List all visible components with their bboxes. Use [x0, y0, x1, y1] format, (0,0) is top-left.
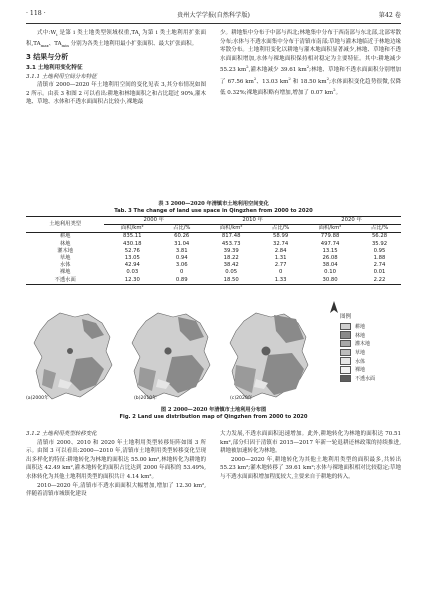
table-cell: 1.31: [274, 255, 287, 262]
table-cell: 58.99: [273, 233, 289, 240]
table-cell: 13.15: [322, 247, 338, 254]
table-row: [26, 277, 401, 285]
table-row: [26, 262, 401, 269]
table-cell: 3.06: [175, 262, 188, 269]
table-cell-type: 耕地: [59, 233, 71, 240]
paragraph-land-use-change: 少。耕地集中分布于中部与西北;林地集中分布于西南部与东北部,北部零散分布;水体与不透水面集中分布于清镇市南部;草地与灌木地临近于林地边缘零散分布。土地利用变化以耕地与灌木地面积显著减少,林地、草地和不透水面面积增加,水体与裸地面积保持相对稳定为主要特征。其中:耕地减少 55.23 $km^2$,灌木地减少 39.61 $km^2$;林地、草地和不透水面面积分别增加了 67.56 $km^2$、13.03 $km^2$ 和 18.50 $km^2$;水体面积变化趋势很微,仅降低 0.32%;裸地面积略有增加,增加了 0.07 $km^2$。: [220, 30, 402, 97]
table-cell: 0.94: [175, 255, 188, 262]
table-cell: 1.33: [274, 276, 287, 283]
table-cell: 12.30: [124, 276, 140, 283]
legend-swatch: [340, 340, 351, 348]
table-cell: 817.48: [221, 233, 241, 240]
table-header-type: 土地利用类型: [26, 217, 104, 233]
land-use-table: [26, 216, 401, 285]
page-number: · 118 ·: [26, 10, 46, 17]
header-rule: [26, 23, 401, 24]
table-cell: 0.95: [373, 247, 386, 254]
formula-explanation: 式中$:W_i$ 是第 i 类土地类型领域权重$,TA_i$ 为第 i 类土地利用扩张面积$,TA_{max}$、$TA_{min}$ 分别为各类土地利用最小扩张面积、最大扩张面积。: [26, 30, 206, 48]
table-subheader: 占比/%: [160, 225, 203, 233]
table-cell: 39.39: [223, 247, 239, 254]
table-cell: 0.89: [175, 276, 188, 283]
table-cell: 2.74: [373, 262, 386, 269]
legend-title: 图例: [340, 314, 352, 320]
figure-caption-en: Fig. 2 Land use distribution map of Qingzhen from 2000 to 2020: [119, 414, 308, 420]
table-cell: 2.22: [373, 276, 386, 283]
table-cell: 2.84: [274, 247, 287, 254]
legend-item: [340, 357, 404, 366]
map-2020: [226, 309, 311, 403]
table-row: [26, 233, 401, 241]
section-3-heading: 3 结果与分析: [26, 53, 69, 62]
map-label-2010: (b)2010年: [134, 396, 157, 401]
legend-item: [340, 322, 404, 331]
table-subheader: 面积/km²: [104, 225, 160, 233]
table-cell-type: 水体: [59, 262, 71, 269]
legend-label: 不透水面: [355, 375, 376, 382]
section-3-1-2-heading: 3.1.2 土地利用类型转移变化: [26, 431, 97, 437]
page-header: [26, 8, 401, 22]
table-header-year: 2020 年: [302, 217, 401, 225]
right-column-bottom: [220, 430, 401, 482]
table-cell: 18.22: [223, 255, 239, 262]
table-subheader: 占比/%: [259, 225, 302, 233]
paragraph-impervious-growth: 大力发展,不透水面面积迅速增加。此外,耕地转化为林地的面积达 70.51 km²,部分归因于清镇市 2015—2017 年新一轮退耕还林政策的持续推进,耕地被加速转化为林地。: [220, 431, 401, 455]
section-3-1-1-heading: 3.1.1 土地利用空间分布特征: [26, 73, 97, 80]
table-cell: 0.10: [324, 269, 336, 276]
table-row: [26, 241, 401, 248]
map-label-2020: (c)2020年: [230, 396, 253, 401]
paragraph-transfer-matrix: 清镇市 2000、2010 和 2020 年土地利用类型转移矩阵如图 3 所示。由图 3 可以看出:2000—2010 年,清镇市土地利用类型转移变化呈现出多样化的特征:耕地转化为林地的面积达 55.00 km²,林地转化为耕地的面积达 42.49 km²,灌木地转化的面积占比达到 2000 年面积的 53.49%,水体转化为其他土地利用类型的面积共计 4.14 km²。: [26, 439, 206, 480]
table-subheader: 面积/km²: [302, 225, 358, 233]
table-cell: 0.03: [126, 269, 139, 276]
table-cell: 35.92: [371, 240, 388, 247]
section-3-1-heading: 3.1 土地利用变化特征: [26, 64, 83, 71]
north-arrow-icon: [330, 300, 338, 314]
map-2000-image: [30, 309, 115, 403]
right-column-top: [220, 29, 401, 98]
legend-swatch: [340, 375, 351, 383]
table-cell-type: 不透水面: [54, 276, 76, 283]
table-cell: 42.94: [124, 262, 140, 269]
table-cell: 2.77: [274, 262, 287, 269]
table-cell: 13.05: [124, 255, 140, 262]
table-cell: 32.74: [273, 240, 289, 247]
table-subheader: 面积/km²: [203, 225, 259, 233]
table-cell: 60.26: [174, 233, 190, 240]
legend-swatch: [340, 323, 351, 331]
table-cell: 38.42: [223, 262, 239, 269]
table-cell-type: 林地: [59, 240, 71, 247]
legend-item: [340, 339, 404, 348]
legend-item: [340, 331, 404, 340]
table-cell-type: 裸地: [59, 269, 71, 276]
table-cell: 31.04: [174, 240, 190, 247]
legend-item: [340, 348, 404, 357]
table-cell: 453.73: [221, 240, 241, 247]
legend-item: [340, 365, 404, 374]
table-cell: 497.74: [320, 240, 340, 247]
map-2000: [26, 309, 115, 403]
volume-label: 第42 卷: [378, 12, 401, 19]
table-cell: 779.88: [320, 233, 340, 240]
left-column-bottom: [26, 430, 206, 499]
table-cell-type: 灌木地: [57, 247, 74, 254]
table-cell: 30.80: [322, 276, 338, 283]
table-cell: 430.18: [123, 240, 142, 247]
journal-title: 贵州大学学报(自然科学版): [177, 12, 250, 19]
legend-label: 裸地: [355, 367, 366, 374]
table-cell: 0.05: [225, 269, 238, 276]
table-cell: 835.11: [123, 233, 142, 240]
table-cell: 0.01: [373, 269, 386, 276]
table-cell: 3.81: [175, 247, 188, 254]
figure-caption-cn: 图 2 2000—2020 年清镇市土地利用分布图: [160, 407, 267, 413]
legend-label: 草地: [355, 349, 366, 356]
table-row: [26, 248, 401, 255]
legend-label: 林地: [355, 332, 366, 339]
table-cell: 52.76: [124, 247, 140, 254]
legend-label: 水体: [355, 358, 366, 365]
legend-swatch: [340, 366, 351, 374]
legend-label: 灌木地: [355, 341, 371, 348]
map-2020-image: [226, 309, 311, 403]
legend-label: 耕地: [355, 323, 366, 330]
table-row: [26, 269, 401, 276]
map-2010-image: [128, 309, 213, 403]
table-cell: 1.88: [373, 255, 386, 262]
map-label-2000: (a)2000年: [26, 396, 49, 401]
table-caption-cn: 表 3 2000—2020 年清镇市土地利用空间变化: [158, 201, 269, 207]
paragraph-land-use-spatial: 清镇市 2000—2020 年土地利用空间的变化见表 3,其分布情况如图 2 所示。由表 3 和图 2 可以看出:耕地和林地面积之和占比超过 90%,灌木地、草地、水体和不透水面面积占比较小,裸地最: [26, 82, 206, 106]
table-row: [26, 255, 401, 262]
left-column-top: [26, 29, 206, 107]
table-cell: 18.50: [223, 276, 239, 283]
table-cell: 38.04: [322, 262, 338, 269]
legend-swatch: [340, 331, 351, 339]
table-header-year: 2010 年: [203, 217, 302, 225]
map-2010: [128, 309, 213, 403]
legend-item: [340, 374, 404, 383]
table-cell-type: 草地: [59, 255, 71, 262]
paragraph-2000-2020: 2000—2020 年,耕地转化为其他土地利用类型的面积最多,共转出 55.23 km²;灌木地转移了 39.61 km²;水体与裸地面积相对比较稳定;草地与不透水面面积增加程度较大,主要来自于耕地的转入。: [220, 456, 401, 480]
map-legend: [340, 312, 404, 383]
table-cell: 0: [180, 269, 184, 276]
legend-swatch: [340, 357, 351, 365]
table-header-year: 2000 年: [104, 217, 203, 225]
table-subheader: 占比/%: [358, 225, 401, 233]
paragraph-2010-2020: 2010—2020 年,清镇市不透水面面积大幅增加,增加了 12.30 km²,伴随着清镇市城镇化建设: [26, 482, 206, 498]
legend-swatch: [340, 349, 351, 357]
table-cell: 0: [278, 269, 283, 276]
table-cell: 26.08: [322, 255, 338, 262]
table-caption-en: Tab. 3 The change of land use space in Qingzhen from 2000 to 2020: [114, 208, 313, 214]
table-cell: 56.28: [371, 233, 388, 240]
